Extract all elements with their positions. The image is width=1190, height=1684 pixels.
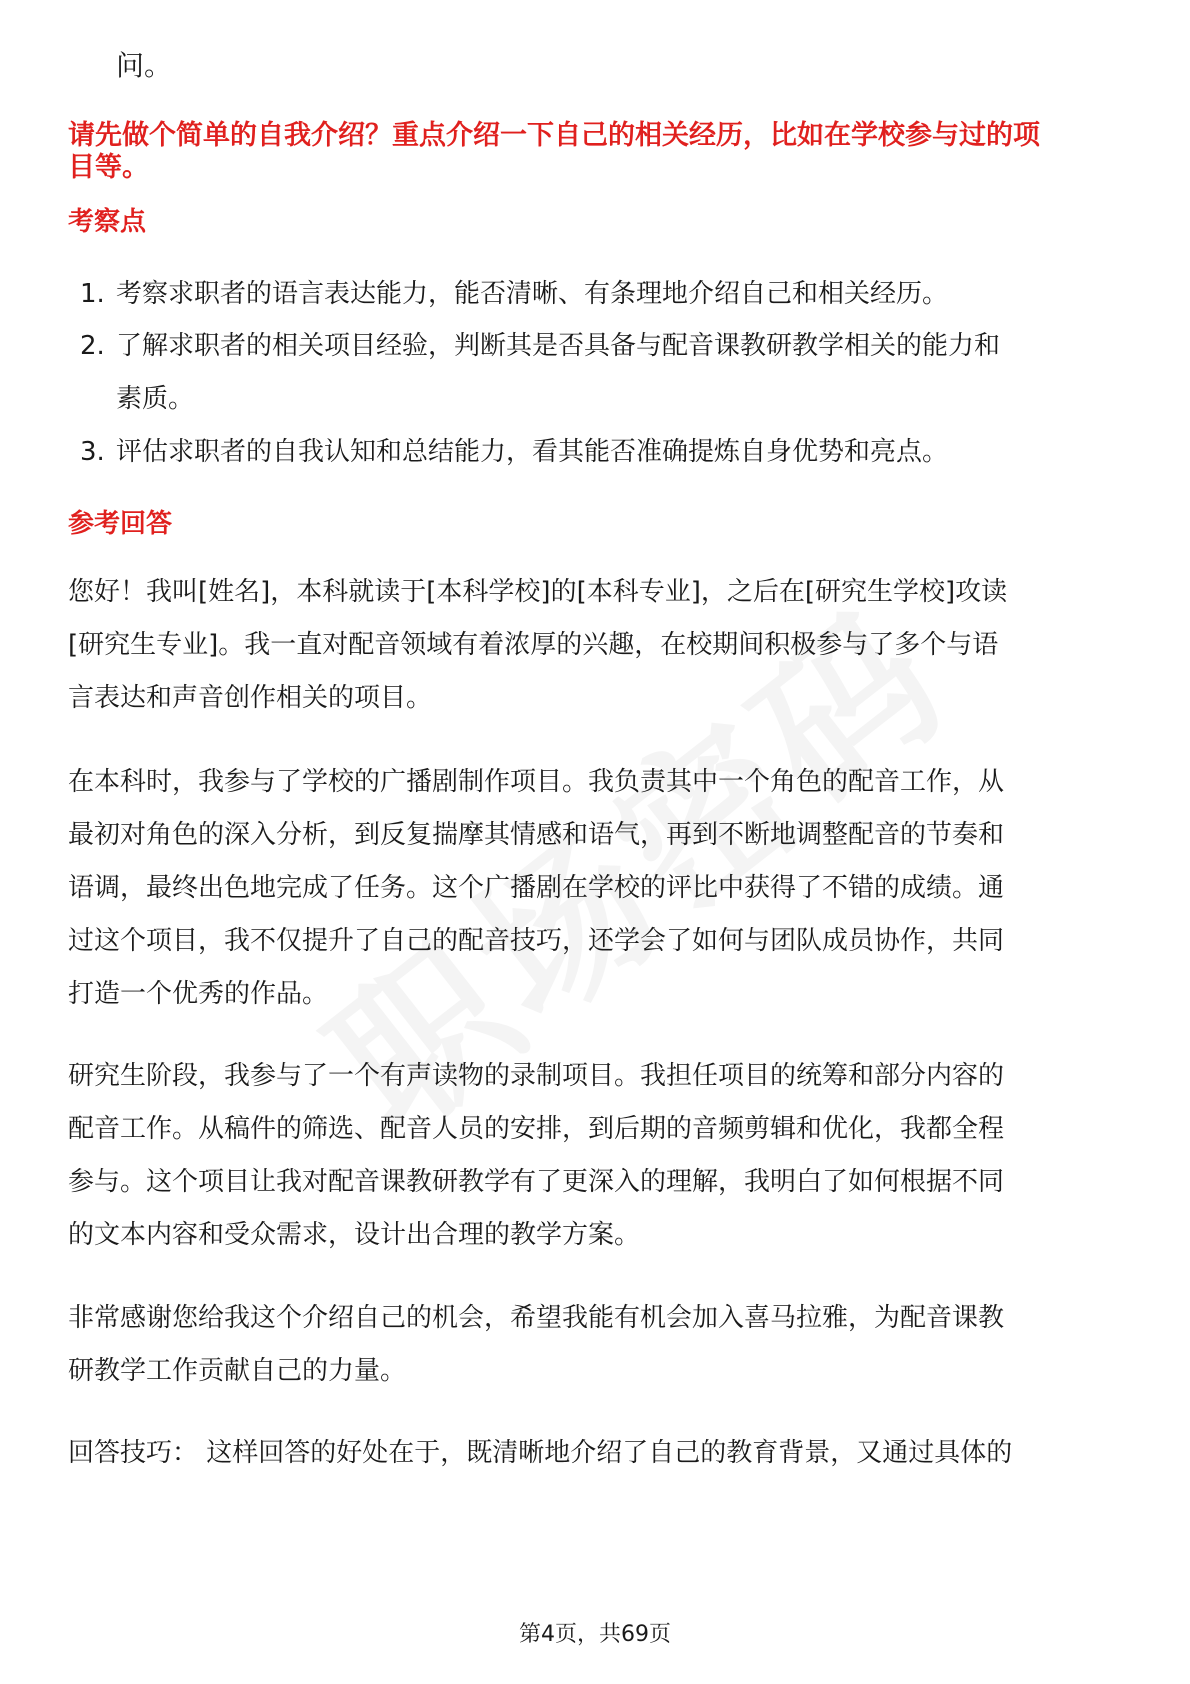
paragraph-line: 非常感谢您给我这个介绍自己的机会，希望我能有机会加入喜马拉雅，为配音课教 xyxy=(68,1303,1005,1333)
paragraph-line: 参与。这个项目让我对配音课教研教学有了更深入的理解，我明白了如何根据不同 xyxy=(68,1167,1005,1197)
paragraph-line: 研教学工作贡献自己的力量。 xyxy=(68,1356,407,1386)
paragraph-line: 的文本内容和受众需求，设计出合理的教学方案。 xyxy=(68,1220,641,1250)
list-number: 3. xyxy=(80,437,105,467)
page-footer: 第4页，共69页 xyxy=(519,1622,671,1647)
paragraph-line: 回答技巧： 这样回答的好处在于，既清晰地介绍了自己的教育背景，又通过具体的 xyxy=(68,1438,1013,1468)
list-item-cont: 素质。 xyxy=(116,384,195,414)
paragraph-line: 过这个项目，我不仅提升了自己的配音技巧，还学会了如何与团队成员协作，共同 xyxy=(68,926,1005,956)
paragraph-line: 配音工作。从稿件的筛选、配音人员的安排，到后期的音频剪辑和优化，我都全程 xyxy=(68,1114,1005,1144)
question-line-2: 目等。 xyxy=(68,152,149,183)
points-heading: 考察点 xyxy=(68,207,147,237)
paragraph-line: 打造一个优秀的作品。 xyxy=(68,979,329,1009)
answer-heading: 参考回答 xyxy=(68,509,173,539)
paragraph-line: [研究生专业]。我一直对配音领域有着浓厚的兴趣，在校期间积极参与了多个与语 xyxy=(68,630,999,660)
paragraph-line: 言表达和声音创作相关的项目。 xyxy=(68,683,433,713)
list-item: 了解求职者的相关项目经验，判断其是否具备与配音课教研教学相关的能力和 xyxy=(116,331,1001,361)
paragraph-line: 语调，最终出色地完成了任务。这个广播剧在学校的评比中获得了不错的成绩。通 xyxy=(68,873,1005,903)
question-line-1: 请先做个简单的自我介绍？重点介绍一下自己的相关经历，比如在学校参与过的项 xyxy=(68,120,1040,151)
paragraph-line: 研究生阶段，我参与了一个有声读物的录制项目。我担任项目的统筹和部分内容的 xyxy=(68,1061,1005,1091)
top-fragment: 问。 xyxy=(116,49,173,82)
paragraph-line: 在本科时，我参与了学校的广播剧制作项目。我负责其中一个角色的配音工作，从 xyxy=(68,767,1005,797)
paragraph-line: 最初对角色的深入分析，到反复揣摩其情感和语气，再到不断地调整配音的节奏和 xyxy=(68,820,1005,850)
list-number: 2. xyxy=(80,331,105,361)
list-item: 评估求职者的自我认知和总结能力，看其能否准确提炼自身优势和亮点。 xyxy=(116,437,949,467)
paragraph-line: 您好！我叫[姓名]，本科就读于[本科学校]的[本科专业]，之后在[研究生学校]攻读 xyxy=(68,577,1008,607)
list-item: 考察求职者的语言表达能力，能否清晰、有条理地介绍自己和相关经历。 xyxy=(116,279,949,309)
list-number: 1. xyxy=(80,279,105,309)
